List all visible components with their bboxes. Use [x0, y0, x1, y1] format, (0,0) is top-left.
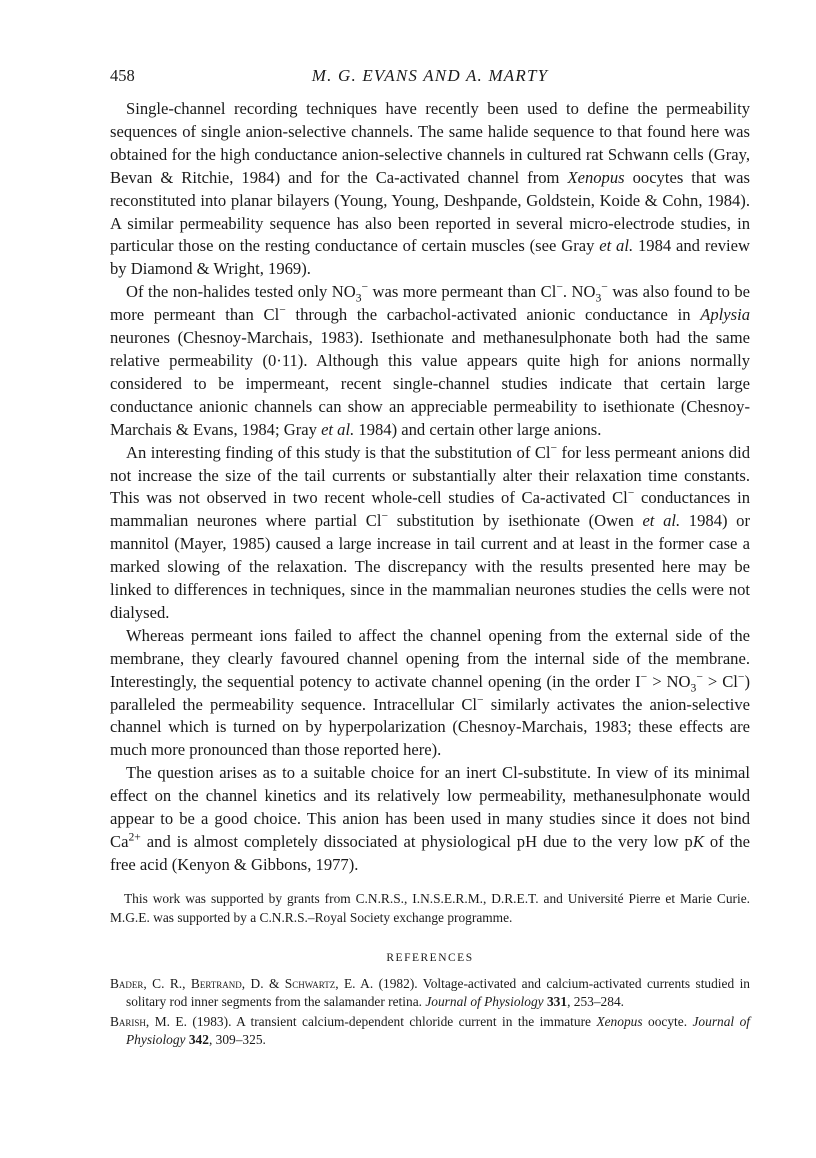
- running-title: M. G. EVANS AND A. MARTY: [311, 66, 549, 85]
- paragraph-5: The question arises as to a suitable choice for an inert Cl-substitute. In view of its minimal effect on the channel kinetics and its relatively low permeability, methanesulphonate would appear to be a good choice. This anion has been used in many studies since it does not bind $Ca^{2+}$ and is almost completely dissociated at physiological pH due to the very low pK of the free acid (Kenyon & Gibbons, 1977).: [110, 763, 750, 874]
- references-heading: REFERENCES: [386, 952, 474, 964]
- page-header: [110, 66, 750, 90]
- paragraph-4: Whereas permeant ions failed to affect the channel opening from the external side of the membrane, they clearly favoured channel opening from the internal side of the membrane. Interestingly, the sequential potency to activate channel opening (in the order $I^- > NO_3^- > Cl^-$) paralleled the permeability sequence. Intracellular Cl− similarly activates the anion-selective channel which is turned on by hyperpolarization (Chesnoy-Marchais, 1983; these effects are much more pronounced than those reported here).: [110, 625, 750, 760]
- paragraph-2: Of the non-halides tested only $NO_3^-$ was more permeant than Cl−. $NO_3^-$ was also found to be more permeant than Cl− through the carbachol-activated anionic conductance in Aplysia neurones (Chesnoy-Marchais, 1983). Isethionate and methanesulphonate both had the same relative permeability (0·11). Although this value appears quite high for anions normally considered to be impermeant, recent single-channel studies indicate that certain large conductance anionic channels can show an appreciable permeability to isethionate (Chesnoy-Marchais & Evans, 1984; Gray et al. 1984) and certain other large anions.: [110, 280, 751, 439]
- paragraph-1: Single-channel recording techniques have recently been used to define the permeability sequences of single anion-selective channels. The same halide sequence to that found here was obtained for the high conductance anion-selective channels in cultured rat Schwann cells (Gray, Bevan & Ritchie, 1984) and for the Ca-activated channel from Xenopus oocytes that was reconstituted into planar bilayers (Young, Young, Deshpande, Goldstein, Koide & Cohn, 1984). A similar permeability sequence has also been reported in several micro-electrode studies, in particular those on the resting conductance of certain muscles (see Gray et al. 1984 and review by Diamond & Wright, 1969).: [110, 99, 750, 279]
- reference-list: [110, 975, 750, 1050]
- page-number: 458: [110, 66, 135, 85]
- acknowledgement: This work was supported by grants from C.N.R.S., I.N.S.E.R.M., D.R.E.T. and Université Pierre et Marie Curie. M.G.E. was supported by a C.N.R.S.–Royal Society exchange programme.: [110, 891, 750, 925]
- body-text: [110, 98, 750, 877]
- paragraph-3: An interesting finding of this study is that the substitution of Cl− for less permeant anions did not increase the size of the tail currents or substantially alter their relaxation time constants. This was not observed in two recent whole-cell studies of Ca-activated Cl− conductances in mammalian neurones where partial Cl− substitution by isethionate (Owen et al. 1984) or mannitol (Mayer, 1985) caused a large increase in tail current and at least in the former case a marked slowing of the relaxation. The discrepancy with the results presented here may be linked to differences in techniques, since in the mammalian neurones studies the cells were not dialysed.: [110, 441, 750, 622]
- reference-item: Barish, M. E. (1983). A transient calcium-dependent chloride current in the immature Xenopus oocyte. Journal of Physiology 342, 309–325.: [110, 1013, 750, 1047]
- reference-item: Bader, C. R., Bertrand, D. & Schwartz, E. A. (1982). Voltage-activated and calcium-activated currents studied in solitary rod inner segments from the salamander retina. Journal of Physiology 331, 253–284.: [110, 976, 750, 1010]
